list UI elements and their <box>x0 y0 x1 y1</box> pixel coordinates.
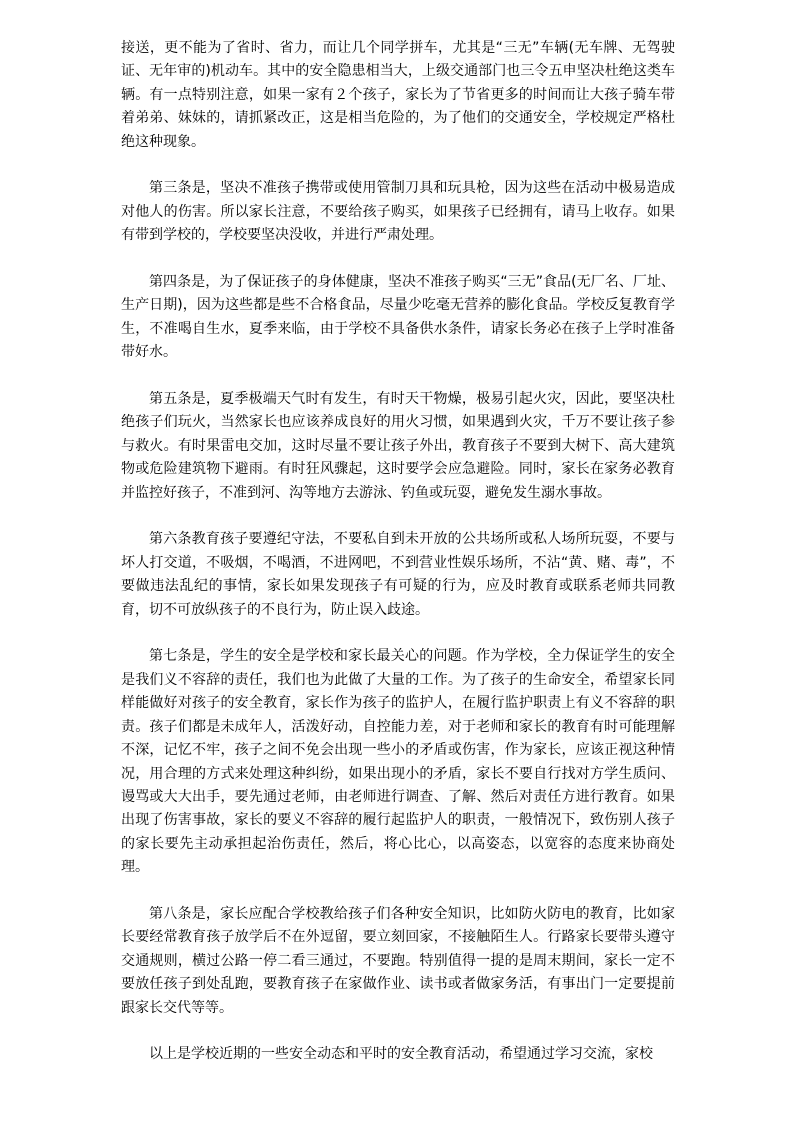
paragraph-rule-four: 第四条是，为了保证孩子的身体健康，坚决不准孩子购买“三无”食品(无厂名、厂址、生产日期)，因为这些都是些不合格食品，尽量少吃毫无营养的膨化食品。学校反复教育学生，不准喝自生水，夏季来临，由于学校不具备供水条件，请家长务必在孩子上学时准备带好水。 <box>121 274 675 361</box>
paragraph-rule-eight: 第八条是，家长应配合学校教给孩子们各种安全知识，比如防火防电的教育，比如家长要经常教育孩子放学后不在外逗留，要立刻回家，不接触陌生人。行路家长要带头遵守交通规则，横过公路一停二看三通过，不要跑。特别值得一提的是周末期间，家长一定不要放任孩子到处乱跑，要教育孩子在家做作业、读书或者做家务活，有事出门一定要提前跟家长交代等等。 <box>121 905 675 1016</box>
paragraph-rule-seven: 第七条是，学生的安全是学校和家长最关心的问题。作为学校，全力保证学生的安全是我们义不容辞的责任，我们也为此做了大量的工作。为了孩子的生命安全，希望家长同样能做好对孩子的安全教育，家长作为孩子的监护人，在履行监护职责上有义不容辞的职责。孩子们都是未成年人，活泼好动，自控能力差，对于老师和家长的教育有时可能理解不深，记忆不牢，孩子之间不免会出现一些小的矛盾或伤害，作为家长，应该正视这种情况，用合理的方式来处理这种纠纷，如果出现小的矛盾，家长不要自行找对方学生质问、谩骂或大大出手，要先通过老师，由老师进行调查、了解、然后对责任方进行教育。如果出现了伤害事故，家长的要义不容辞的履行起监护人的职责，一般情况下，致伤别人孩子的家长要先主动承担起治伤责任，然后，将心比心，以高姿态，以宽容的态度来协商处理。 <box>121 648 675 876</box>
paragraph-rule-five: 第五条是，夏季极端天气时有发生，有时天干物燥，极易引起火灾，因此，要坚决杜绝孩子们玩火，当然家长也应该养成良好的用火习惯，如果遇到火灾，千万不要让孩子参与救火。有时果雷电交加，这时尽量不要让孩子外出，教育孩子不要到大树下、高大建筑物或危险建筑物下避雨。有时狂风骤起，这时要学会应急避险。同时，家长在家务必教育并监控好孩子，不准到河、沟等地方去游泳、钓鱼或玩耍，避免发生溺水事故。 <box>121 391 675 501</box>
paragraph-continued-transport: 接送，更不能为了省时、省力，而让几个同学拼车，尤其是“三无”车辆(无车牌、无驾驶证、无年审的)机动车。其中的安全隐患相当大，上级交通部门也三令五申坚决杜绝这类车辆。有一点特别注意，如果一家有２个孩子，家长为了节省更多的时间而让大孩子骑车带着弟弟、妹妹的，请抓紧改正，这是相当危险的，为了他们的交通安全，学校规定严格杜绝这种现象。 <box>121 40 675 150</box>
paragraph-rule-three: 第三条是，坚决不准孩子携带或使用管制刀具和玩具枪，因为这些在活动中极易造成对他人的伤害。所以家长注意，不要给孩子购买，如果孩子已经拥有，请马上收存。如果有带到学校的，学校要坚决没收，并进行严肃处理。 <box>121 180 675 244</box>
document-page <box>121 37 675 1067</box>
paragraph-rule-six: 第六条教育孩子要遵纪守法，不要私自到未开放的公共场所或私人场所玩耍，不要与坏人打交道，不吸烟，不喝酒，不进网吧，不到营业性娱乐场所，不沾“黄、赌、毒”，不要做违法乱纪的事情，家长如果发现孩子有可疑的行为，应及时教育或联系老师共同教育，切不可放纵孩子的不良行为，防止误入歧途。 <box>121 531 675 618</box>
paragraph-closing: 以上是学校近期的一些安全动态和平时的安全教育活动，希望通过学习交流，家校 <box>149 1046 653 1063</box>
